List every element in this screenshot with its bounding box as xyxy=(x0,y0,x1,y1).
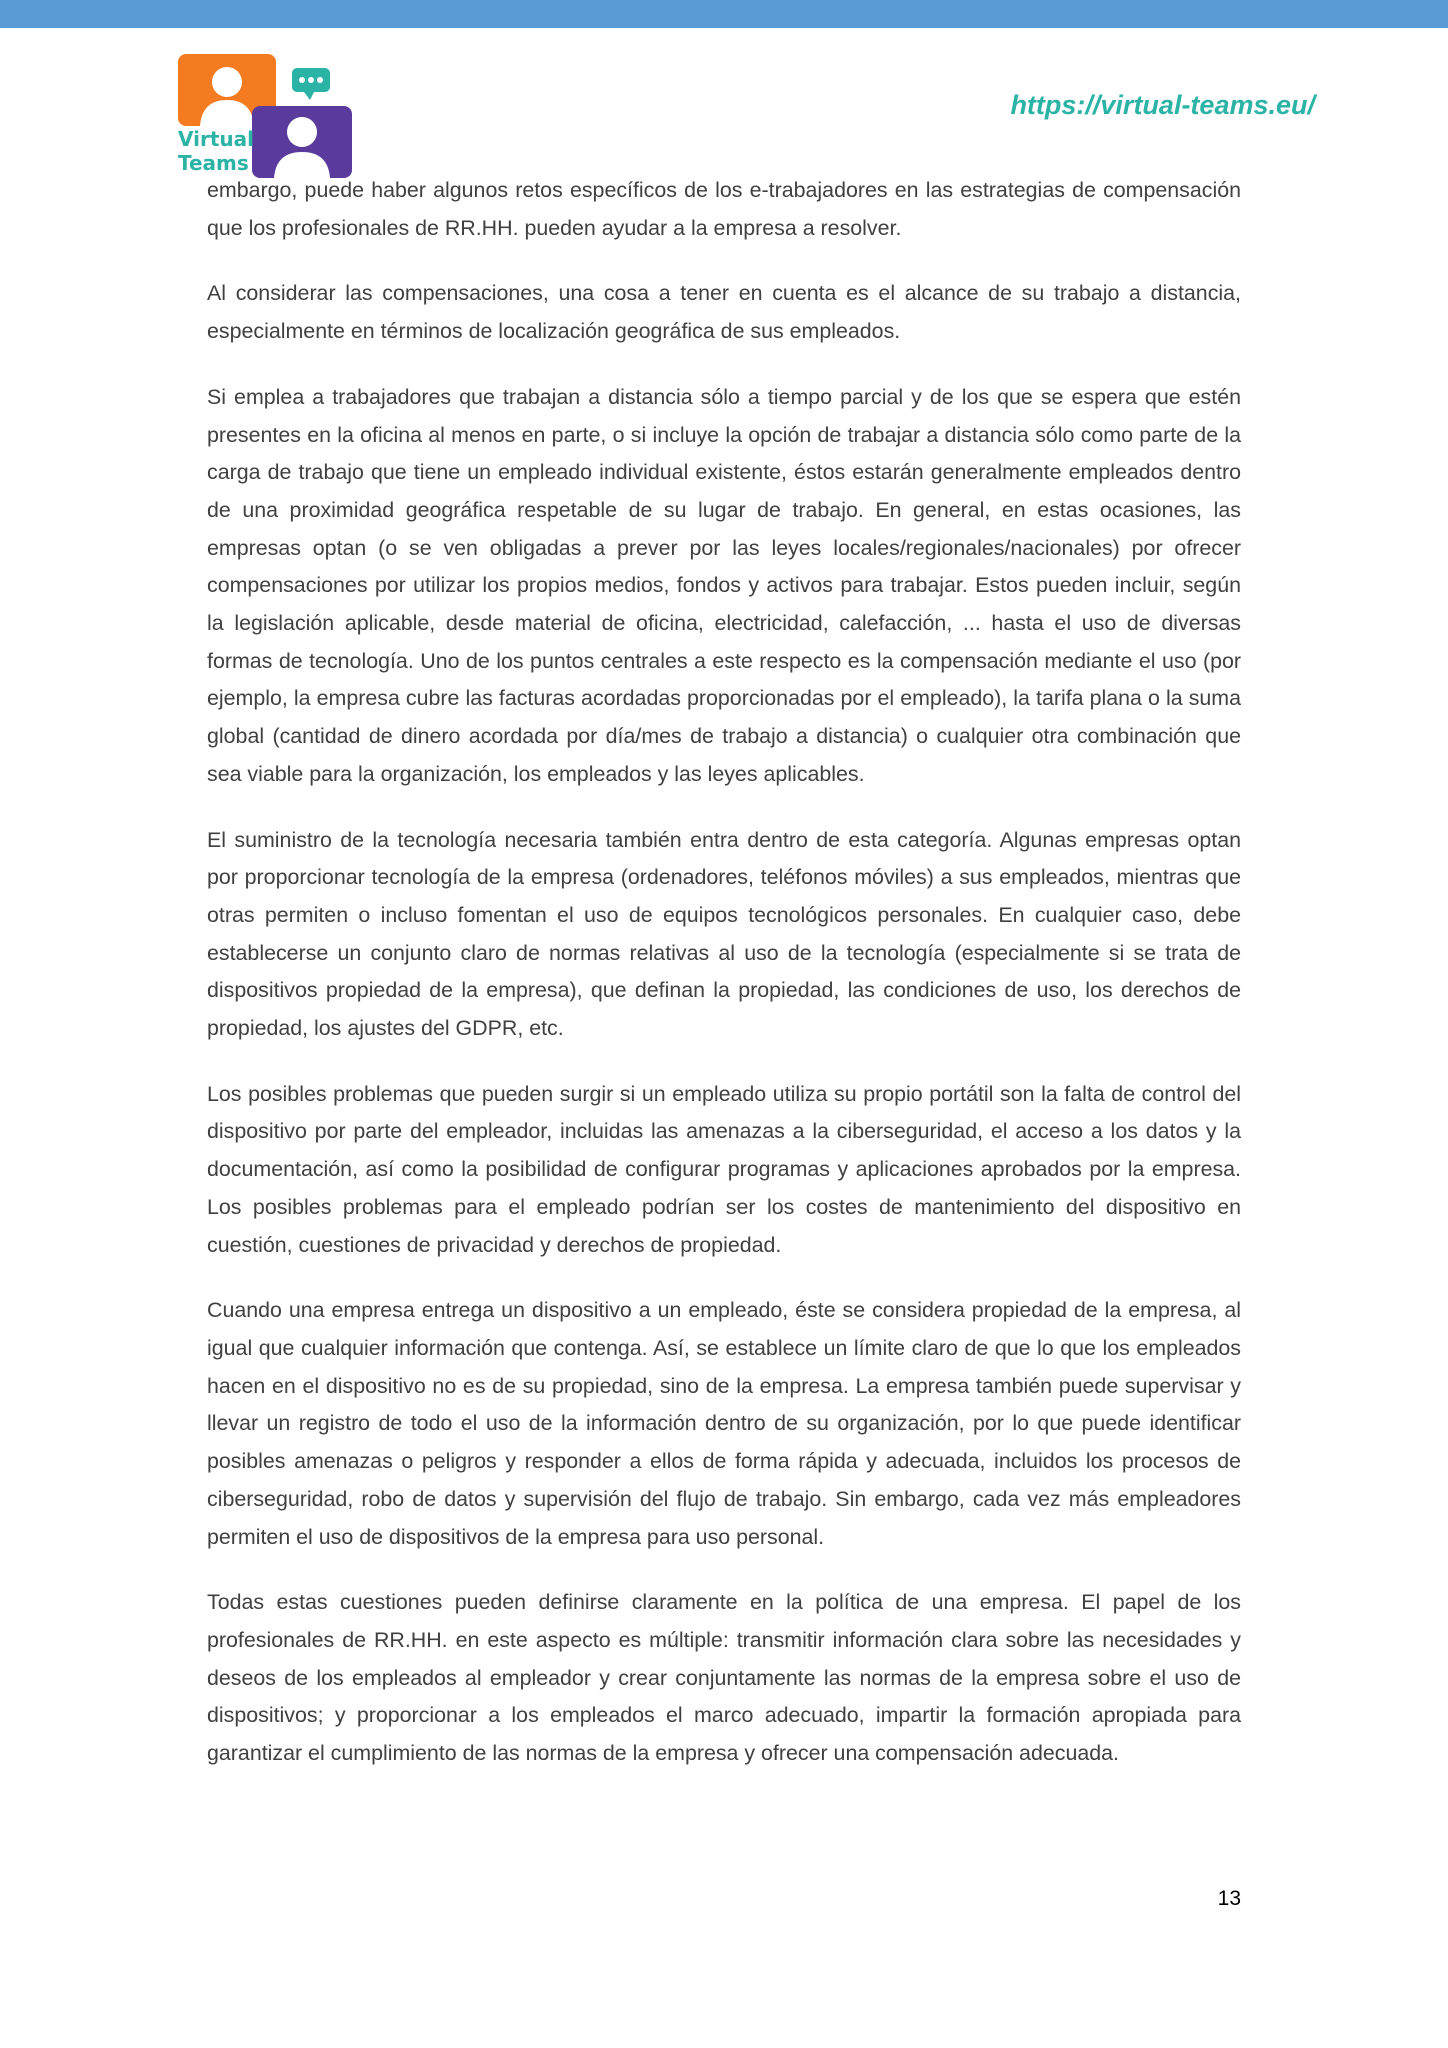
logo-text-virtual: Virtual xyxy=(178,127,254,151)
paragraph-7: Todas estas cuestiones pueden definirse claramente en la política de una empresa. El papel de los profesionales de RR.HH. en este aspecto es múltiple: transmitir información clara sobre las necesidades y deseos de los empleados al empleador y crear conjuntamente las normas de la empresa sobre el uso de dispositivos; y proporcionar a los empleados el marco adecuado, impartir la formación apropiada para garantizar el cumplimiento de las normas de la empresa y ofrecer una compensación adecuada. xyxy=(207,1590,1241,1766)
paragraph-1: embargo, puede haber algunos retos específicos de los e-trabajadores en las estrategias de compensación que los profesionales de RR.HH. pueden ayudar a la empresa a resolver. xyxy=(207,178,1241,240)
paragraph-2: Al considerar las compensaciones, una cosa a tener en cuenta es el alcance de su trabajo a distancia, especialmente en términos de localización geográfica de sus empleados. xyxy=(207,281,1241,344)
paragraph-3: Si emplea a trabajadores que trabajan a distancia sólo a tiempo parcial y de los que se espera que estén presentes en la oficina al menos en parte, o si incluye la opción de trabajar a distancia sólo como parte de la carga de trabajo que tiene un empleado individual existente, éstos estarán generalmente empleados dentro de una proximidad geográfica respetable de su lugar de trabajo. En general, en estas ocasiones, las empresas optan (o se ven obligadas a prever por las leyes locales/regionales/nacionales) por ofrecer compensaciones por utilizar los propios medios, fondos y activos para trabajar. Estos pueden incluir, según la legislación aplicable, desde material de oficina, electricidad, calefacción, ... hasta el uso de diversas formas de tecnología. Uno de los puntos centrales a este respecto es la compensación mediante el uso (por ejemplo, la empresa cubre las facturas acordadas proporcionadas por el empleado), la tarifa plana o la suma global (cantidad de dinero acordada por día/mes de trabajo a distancia) o cualquier otra combinación que sea viable para la organización, los empleados y las leyes aplicables. xyxy=(207,384,1241,786)
site-url-link[interactable]: https://virtual-teams.eu/ xyxy=(1010,90,1315,120)
top-accent-bar xyxy=(0,0,1448,28)
virtual-teams-logo xyxy=(176,52,356,182)
paragraph-5: Los posibles problemas que pueden surgir si un empleado utiliza su propio portátil son la falta de control del dispositivo por parte del empleador, incluidas las amenazas a la ciberseguridad, el acceso a los datos y la documentación, así como la posibilidad de configurar programas y aplicaciones aprobados por la empresa. Los posibles problemas para el empleado podrían ser los costes de mantenimiento del dispositivo en cuestión, cuestiones de privacidad y derechos de propiedad. xyxy=(207,1081,1241,1257)
logo-text-teams: Teams xyxy=(178,151,249,175)
document-body xyxy=(207,172,1241,1801)
paragraph-4: El suministro de la tecnología necesaria también entra dentro de esta categoría. Algunas empresas optan por proporcionar tecnología de la empresa (ordenadores, teléfonos móviles) a sus empleados, mientras que otras permiten o incluso fomentan el uso de equipos tecnológicos personales. En cualquier caso, debe establecerse un conjunto claro de normas relativas al uso de la tecnología (especialmente si se trata de dispositivos propiedad de la empresa), que definan la propiedad, las condiciones de uso, los derechos de propiedad, los ajustes del GDPR, etc. xyxy=(207,827,1241,1041)
paragraph-6: Cuando una empresa entrega un dispositivo a un empleado, éste se considera propiedad de la empresa, al igual que cualquier información que contenga. Así, se establece un límite claro de que lo que los empleados hacen en el dispositivo no es de su propiedad, sino de la empresa. La empresa también puede supervisar y llevar un registro de todo el uso de la información dentro de su organización, por lo que puede identificar posibles amenazas o peligros y responder a ellos de forma rápida y adecuada, incluidos los procesos de ciberseguridad, robo de datos y supervisión del flujo de trabajo. Sin embargo, cada vez más empleadores permiten el uso de dispositivos de la empresa para uso personal. xyxy=(207,1298,1241,1549)
page-number: 13 xyxy=(1217,1887,1241,1910)
